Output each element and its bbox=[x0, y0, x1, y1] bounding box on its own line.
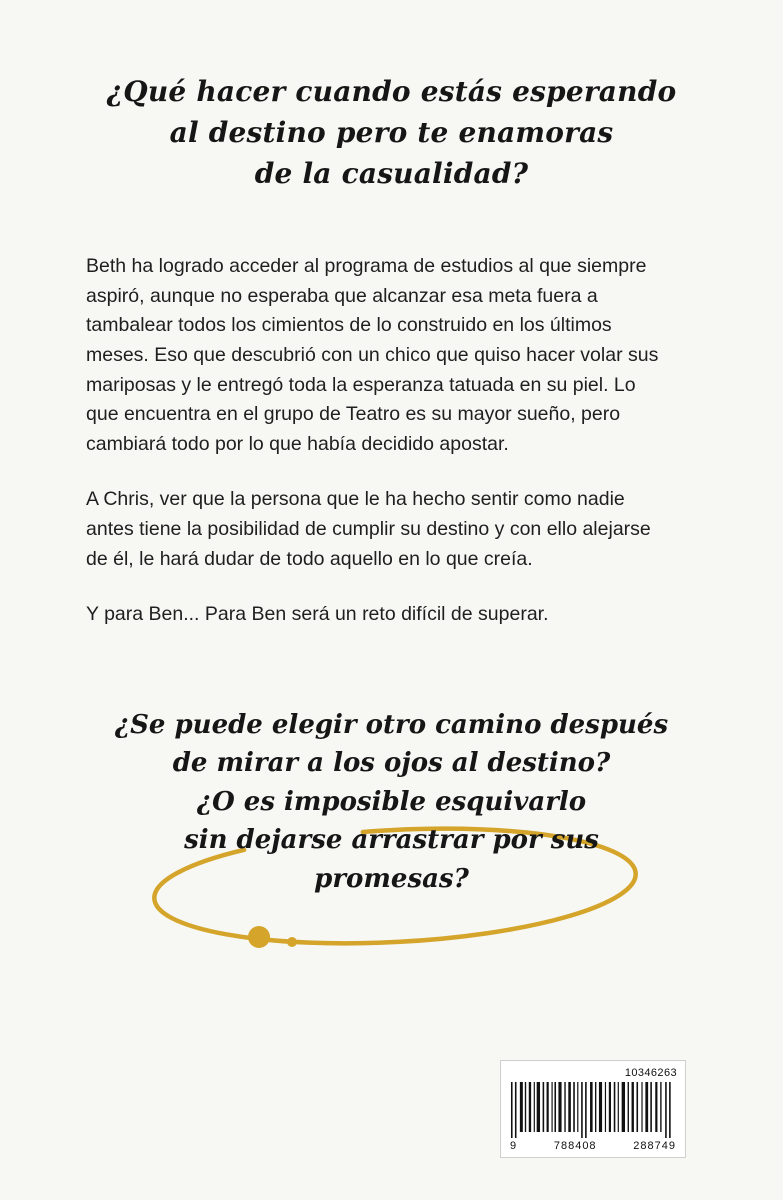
closing-line-4: sin dejarse arrastrar por sus bbox=[184, 825, 599, 856]
headline-line-3: de la casualidad? bbox=[254, 156, 529, 190]
barcode-digits bbox=[509, 1140, 677, 1152]
blurb-paragraph-2: A Chris, ver que la persona que le ha hecho sentir como nadie antes tiene la posibilidad de cumplir su destino y con ello alejarse de él, le hará dudar de todo aquello en lo que creía. bbox=[86, 488, 651, 570]
headline-line-2: al destino pero te enamoras bbox=[169, 115, 614, 149]
barcode-internal-number: 10346263 bbox=[624, 1067, 677, 1079]
closing-line-3: ¿O es imposible esquivarlo bbox=[196, 786, 587, 817]
blurb-paragraph-3: Y para Ben... Para Ben será un reto difícil de superar. bbox=[86, 603, 549, 626]
barcode-bars bbox=[509, 1082, 677, 1138]
barcode-block bbox=[500, 1060, 686, 1158]
headline-line-1: ¿Qué hacer cuando estás esperando bbox=[106, 75, 677, 108]
barcode-digit-left: 9 bbox=[510, 1140, 518, 1152]
barcode-digit-mid: 788408 bbox=[553, 1140, 597, 1152]
closing-line-2: de mirar a los ojos al destino? bbox=[172, 748, 611, 779]
blurb-paragraph-1: Beth ha logrado acceder al programa de estudios al que siempre aspiró, aunque no esperaba que alcanzar esa meta fuera a tambalear todos los cimientos de lo construido en los últimos meses. Eso que descubrió con un chico que quiso hacer volar sus mariposas y le entregó toda la esperanza tatuada en su piel. Lo que encuentra en el grupo de Teatro es su mayor sueño, pero cambiará todo por lo que había decidido apostar. bbox=[86, 255, 659, 455]
closing-line-5: promesas? bbox=[314, 863, 469, 894]
barcode-digit-right: 288749 bbox=[633, 1140, 676, 1152]
headline bbox=[90, 72, 693, 195]
closing-question bbox=[90, 706, 693, 898]
blurb-text bbox=[86, 252, 664, 630]
closing-line-1: ¿Se puede elegir otro camino después bbox=[114, 710, 669, 740]
